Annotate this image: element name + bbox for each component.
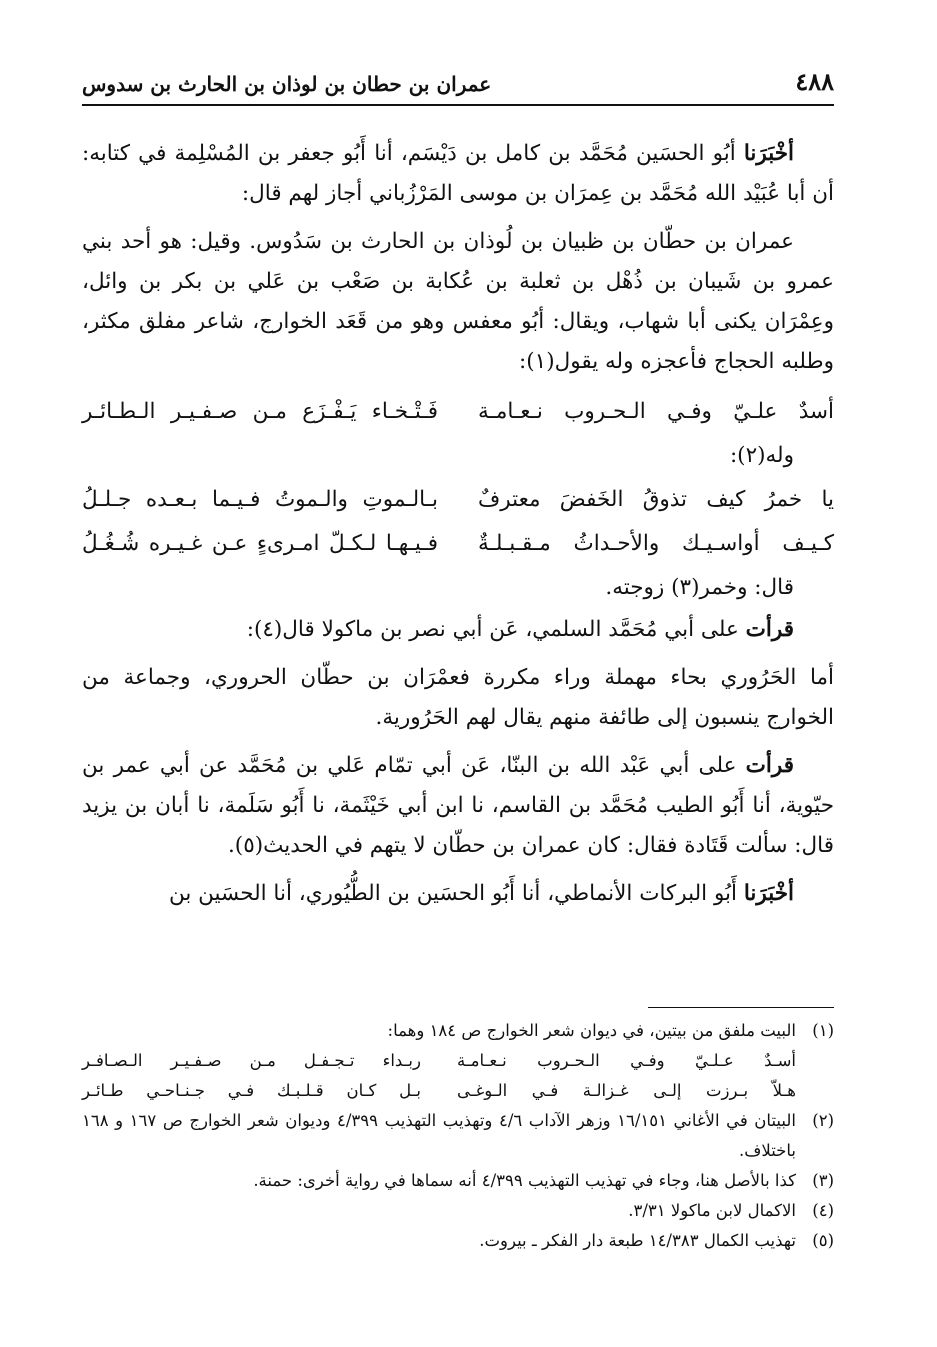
footnote-number: (٣) (812, 1171, 834, 1190)
verse-second-hemistich: بـالـموتِ والـموتُ فـيـما بـعـده جـلـلُ (82, 487, 438, 512)
verse-first-hemistich: كـيـف أواسـيـك والأحـداثُ مـقـبـلـةٌ (478, 531, 834, 556)
footnote-verse-line (82, 1076, 834, 1106)
page-number: ٤٨٨ (795, 67, 834, 96)
footnote-verse-first: أسـدٌ عـلـيّ وفـي الـحـروب نـعـامـة (457, 1051, 796, 1070)
footnote-verse-second: بـل كـان قـلـبـك فـي جـنـاحـي طـائـر (82, 1081, 421, 1100)
footnote-number: (١) (812, 1021, 834, 1040)
footnote-verse-first: هـلاّ بـرزت إلـى غـزالـة فـي الـوغـى (457, 1081, 796, 1100)
footnote-text: تهذيب الكمال ١٤/٣٨٣ طبعة دار الفكر ـ بيروت. (479, 1231, 796, 1250)
paragraph-text: على أبي عَبْد الله بن البنّا، عَن أبي تمّام عَلي بن مُحَمَّد عن أبي عمر بن حيّوية، أنا أَبُو الطيب مُحَمَّد بن القاسم، نا ابن أبي خَيْثَمة، نا أَبُو سَلَمة، نا أبان بن يزيد قال: سألت قَتَادة فقال: كان عمران بن حطّان لا يتهم في الحديث(٥). (82, 753, 834, 858)
running-title: عمران بن حطان بن لوذان بن الحارث بن سدوس (82, 72, 492, 96)
note-line: قال: وخمر(٣) زوجته. (605, 575, 794, 600)
main-text (82, 134, 834, 922)
footnote-4 (82, 1196, 834, 1226)
lead-word: أخْبَرَنا (743, 141, 794, 166)
paragraph-6 (82, 874, 834, 914)
paragraph-2: عمران بن حطّان بن ظبيان بن لُوذان بن الحارث بن سَدُوس. وقيل: هو أحد بني عمرو بن شَيبان بن ذُهْل بن ثعلبة بن عُكابة بن صَعْب بن عَلي بن بكر بن وائل، وعِمْرَان يكنى أبا شهاب، ويقال: أبُو معفس وهو من قَعَد الخوارج، شاعر مفلق مكثر، وطلبه الحجاج فأعجزه وله يقول(١): (82, 229, 834, 374)
paragraph-3 (82, 610, 834, 650)
footnote-text: البيتان في الأغاني ١٦/١٥١ وزهر الآداب ٤/٦ وتهذيب التهذيب ٤/٣٩٩ وديوان شعر الخوارج ص ١٦٧ و ١٦٨ باختلاف. (82, 1111, 796, 1160)
footnote-text: كذا بالأصل هنا، وجاء في تهذيب التهذيب ٤/٣٩٩ أنه سماها في رواية أخرى: حمنة. (253, 1171, 796, 1190)
paragraph-text: على أبي مُحَمَّد السلمي، عَن أبي نصر بن ماكولا قال(٤): (246, 617, 746, 642)
verse-second-hemistich: فَـتْـخـاء يَـفْـزَع مـن صـفـيـر الـطـائـر (82, 399, 438, 424)
paragraph-5 (82, 746, 834, 866)
footnote-number: (٢) (812, 1111, 834, 1130)
running-head (82, 56, 834, 96)
lead-word: قرأت (745, 753, 794, 778)
paragraph-text: أبُو الحسَين مُحَمَّد بن كامل بن دَيْسَم، أنا أَبُو جعفر بن المُسْلِمة في كتابه: أن أبا عُبَيْد الله مُحَمَّد بن عِمرَان بن موسى المَرْزُباني أجاز لهم قال: (82, 141, 834, 206)
header-rule (82, 104, 834, 106)
verse-second-hemistich: فـيـهـا لـكـلّ امـرىءٍ عـن غـيـره شُـغُـلُ (82, 531, 438, 556)
verse-intro: وله(٢): (729, 443, 794, 468)
footnote-3 (82, 1166, 834, 1196)
footnote-verse-second: ربـداء تـجـفـل مـن صـفـيـر الـصـافـر (82, 1051, 421, 1070)
footnote-text: البيت ملفق من بيتين، في ديوان شعر الخوارج ص ١٨٤ وهما: (387, 1021, 796, 1040)
lead-word: أخْبَرَنا (743, 881, 794, 906)
footnote-number: (٥) (812, 1231, 834, 1250)
footnote-rule (648, 1007, 834, 1008)
footnote-1 (82, 1016, 834, 1046)
paragraph-text: أَبُو البركات الأنماطي، أنا أَبُو الحسَين بن الطُّيُوري، أنا الحسَين بن (168, 881, 744, 906)
verse-first-hemistich: أسدٌ علـيّ وفـي الـحـروب نـعـامـة (478, 399, 834, 424)
verse-line (82, 478, 834, 522)
verse-line (82, 522, 834, 566)
verse-first-hemistich: يا خمرُ كيف تذوقُ الخَفضَ معترفٌ (478, 487, 834, 512)
paragraph-1 (82, 134, 834, 214)
paragraph-4: أما الحَرُوري بحاء مهملة وراء مكررة فعمْرَان بن حطّان الحروري، وجماعة من الخوارج ينسبون إلى طائفة منهم يقال لهم الحَرُورية. (82, 665, 834, 730)
footnote-number: (٤) (812, 1201, 834, 1220)
verse-line (82, 390, 834, 434)
footnote-2 (82, 1106, 834, 1166)
footnote-text: الاكمال لابن ماكولا ٣/٣١. (628, 1201, 796, 1220)
footnote-verse-line (82, 1046, 834, 1076)
footnote-5 (82, 1226, 834, 1256)
footnotes (82, 1016, 834, 1256)
lead-word: قرأت (745, 617, 794, 642)
